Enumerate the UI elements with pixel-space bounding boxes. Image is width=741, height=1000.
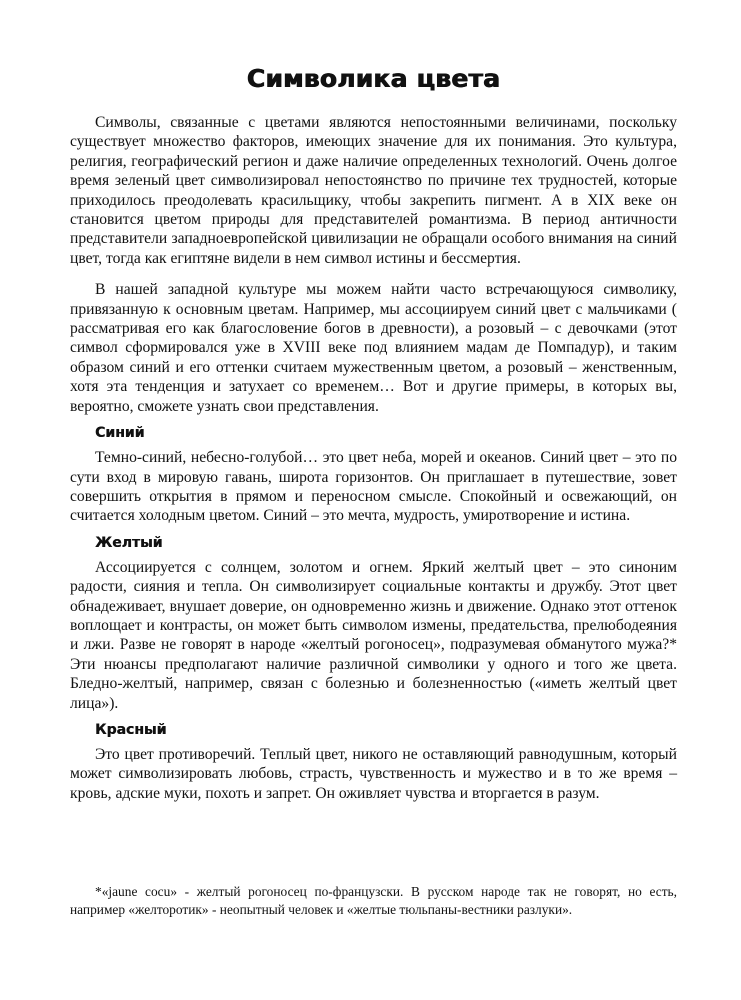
intro-paragraph-1: Символы, связанные с цветами являются непостоянными величинами, поскольку существует множество факторов, имеющих значение для их понимания. Это культура, религия, географический регион и даже наличие определенных технологий. Очень долгое время зеленый цвет символизировал непостоянство по причине тех трудностей, которые приходилось преодолевать красильщику, чтобы закрепить пигмент. А в XIX веке он становится цветом природы для представителей романтизма. В период античности представители западноевропейской цивилизации не обращали особого внимания на синий цвет, тогда как египтяне видели в нем символ истины и бессмертия.	[70, 114, 677, 267]
footnote	[70, 883, 677, 919]
section-heading-blue: Синий	[95, 425, 145, 442]
footnote-text: *«jaune cocu» - желтый рогоносец по-французски. В русском народе так не говорят, но есть, например «желторотик» - неопытный человек и «желтые тюльпаны-вестники разлуки».	[70, 884, 677, 917]
section-heading-red: Красный	[95, 721, 167, 738]
section-text-yellow: Ассоциируется с солнцем, золотом и огнем. Яркий желтый цвет – это синоним радости, сияния и тепла. Он символизирует социальные контакты и дружбу. Этот цвет обнадеживает, внушает доверие, он одновременно жизнь и движение. Однако этот оттенок воплощает и контрасты, он может быть символом измены, предательства, прелюбодеяния и лжи. Разве не говорят в народе «желтый рогоносец», подразумевая обманутого мужа?* Эти нюансы предполагают наличие различной символики у одного и того же цвета. Бледно-желтый, например, связан с болезнью и болезненностью («иметь желтый цвет лица»).	[70, 558, 677, 712]
section-text-red: Это цвет противоречий. Теплый цвет, никого не оставляющий равнодушным, который может символизировать любовь, страсть, чувственность и мужество и в то же время – кровь, адские муки, похоть и запрет. Он оживляет чувства и вторгается в разум.	[70, 745, 677, 802]
page-title: Символика цвета	[246, 64, 501, 93]
section-text-blue: Темно-синий, небесно-голубой… это цвет неба, морей и океанов. Синий цвет – это по сути вход в мировую гавань, широта горизонтов. Он приглашает в путешествие, зовет совершить открытия в прямом и переносном смысле. Спокойный и освежающий, он считается холодным цветом. Синий – это мечта, мудрость, умиротворение и истина.	[70, 449, 677, 525]
document-body	[70, 113, 677, 803]
section-heading-yellow: Желтый	[95, 534, 163, 551]
intro-paragraph-2: В нашей западной культуре мы можем найти часто встречающуюся символику, привязанную к основным цветам. Например, мы ассоциируем синий цвет с мальчиками ( рассматривая его как благословение богов в древности), а розовый – с девочками (этот символ сформировался уже в XVIII веке под влиянием мадам де Помпадур), и таким образом синий и его оттенки считаем мужественным цветом, а розовый – женственным, хотя эта тенденция и затухает со временем… Вот и другие примеры, в которых вы, вероятно, сможете узнать свои представления.	[70, 281, 677, 415]
document-page	[70, 0, 677, 1000]
